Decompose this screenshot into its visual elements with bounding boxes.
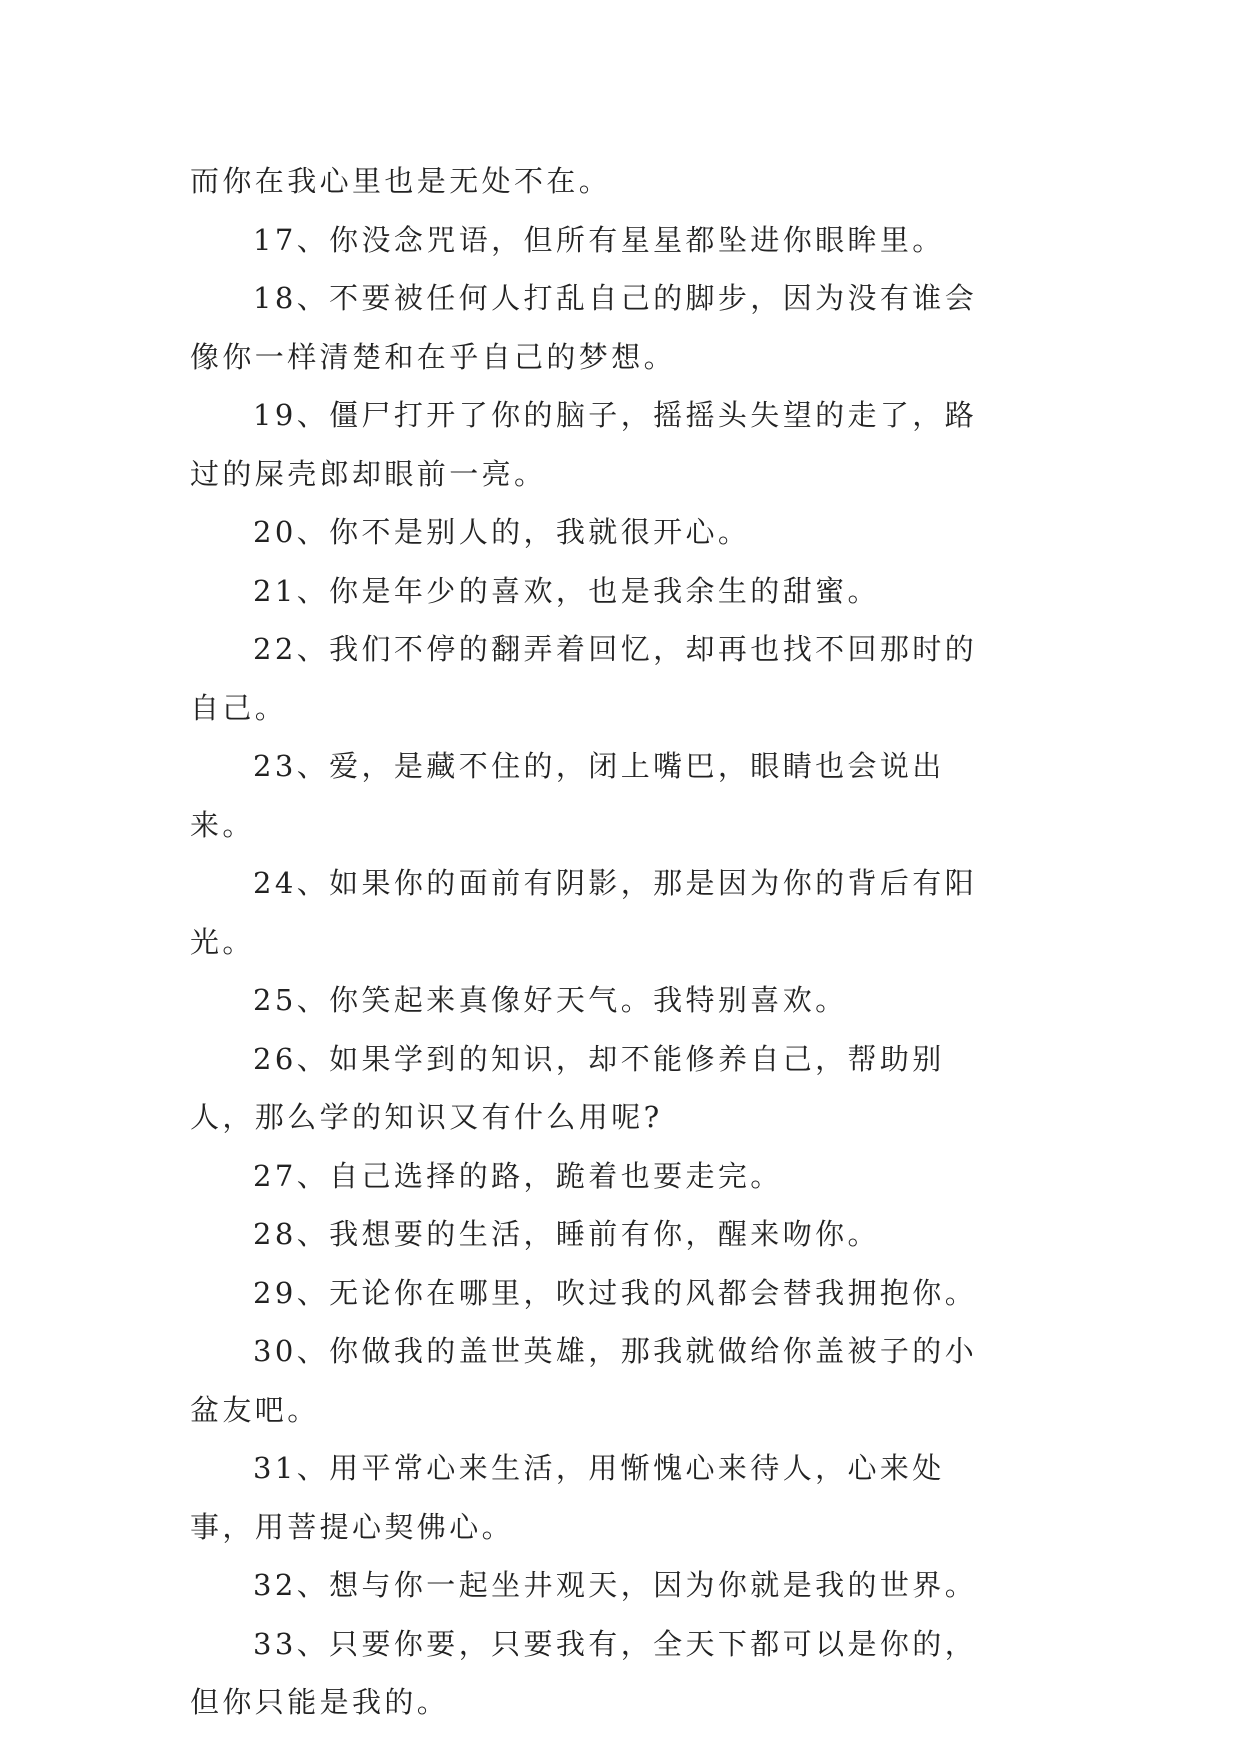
paragraph: 29、无论你在哪里，吹过我的风都会替我拥抱你。 — [253, 1275, 978, 1310]
paragraph: 33、只要你要，只要我有，全天下都可以是你的，但你只能是我的。 — [190, 1626, 978, 1719]
paragraph: 24、如果你的面前有阴影，那是因为你的背后有阳光。 — [190, 866, 978, 959]
paragraph: 23、爱，是藏不住的，闭上嘴巴，眼睛也会说出来。 — [190, 749, 945, 842]
paragraph: 20、你不是别人的，我就很开心。 — [253, 515, 751, 549]
paragraph: 30、你做我的盖世英雄，那我就做给你盖被子的小盆友吧。 — [190, 1334, 978, 1427]
paragraph: 27、自己选择的路，跪着也要走完。 — [253, 1158, 783, 1193]
paragraph: 28、我想要的生活，睡前有你，醒来吻你。 — [253, 1217, 880, 1251]
paragraph: 25、你笑起来真像好天气。我特别喜欢。 — [253, 983, 848, 1017]
paragraph: 32、想与你一起坐井观天，因为你就是我的世界。 — [253, 1568, 978, 1602]
paragraph: 而你在我心里也是无处不在。 — [190, 164, 612, 198]
paragraph: 21、你是年少的喜欢，也是我余生的甜蜜。 — [253, 573, 880, 608]
paragraph: 26、如果学到的知识，却不能修养自己，帮助别人，那么学的知识又有什么用呢? — [190, 1041, 945, 1134]
paragraph: 31、用平常心来生活，用惭愧心来待人，心来处事，用菩提心契佛心。 — [190, 1451, 945, 1544]
paragraph: 18、不要被任何人打乱自己的脚步，因为没有谁会像你一样清楚和在乎自己的梦想。 — [190, 281, 978, 374]
paragraph: 22、我们不停的翻弄着回忆，却再也找不回那时的自己。 — [190, 632, 978, 725]
paragraph: 19、僵尸打开了你的脑子，摇摇头失望的走了，路过的屎壳郎却眼前一亮。 — [190, 398, 978, 491]
paragraph: 17、你没念咒语，但所有星星都坠进你眼眸里。 — [253, 222, 945, 257]
